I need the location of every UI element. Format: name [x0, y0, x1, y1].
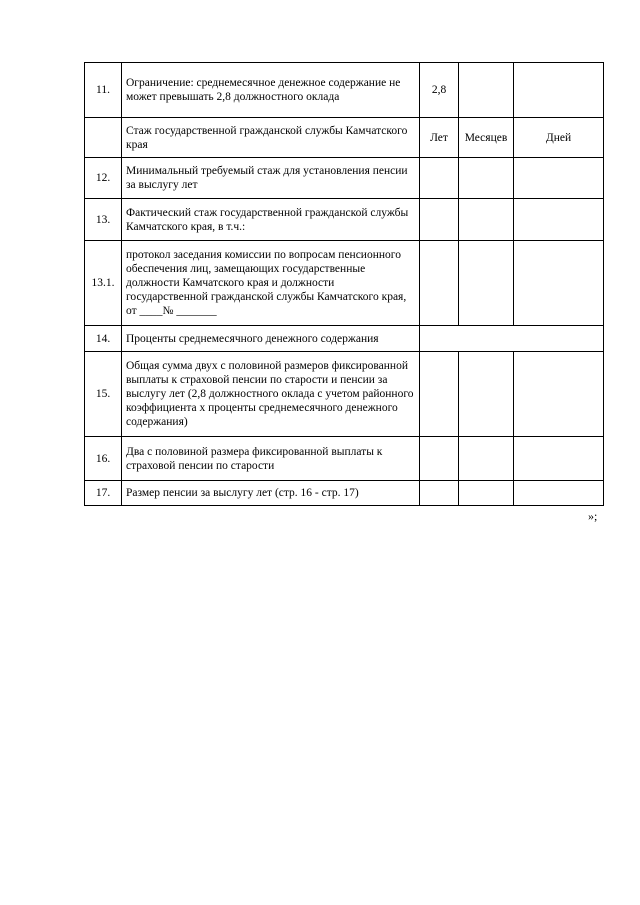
table-row [85, 241, 604, 326]
row-description: Два с половиной размера фиксированной выплаты к страховой пенсии по старости [122, 437, 420, 481]
pension-calculation-table [84, 62, 604, 506]
row-description: Минимальный требуемый стаж для установления пенсии за выслугу лет [122, 158, 420, 199]
row-number [85, 118, 122, 158]
row-value-cell [420, 481, 459, 506]
row-value-cell [420, 158, 459, 199]
row-number: 13. [85, 199, 122, 241]
row-value-cell [514, 241, 604, 326]
column-header-days: Дней [514, 118, 604, 158]
row-value-cell [514, 158, 604, 199]
row-value-cell [459, 437, 514, 481]
table-row [85, 326, 604, 352]
closing-quote-mark: »; [588, 509, 598, 523]
row-value-cell [420, 199, 459, 241]
row-value-cell [514, 437, 604, 481]
row-value-cell [459, 352, 514, 437]
table-row [85, 158, 604, 199]
row-number: 15. [85, 352, 122, 437]
table-row [85, 481, 604, 506]
row-number: 17. [85, 481, 122, 506]
row-value-cell [514, 63, 604, 118]
table-row [85, 437, 604, 481]
row-value-cell [514, 481, 604, 506]
column-header-years: Лет [420, 118, 459, 158]
row-value-cell [459, 481, 514, 506]
row-number: 14. [85, 326, 122, 352]
table-row [85, 63, 604, 118]
row-description: Фактический стаж государственной гражданской службы Камчатского края, в т.ч.: [122, 199, 420, 241]
row-number: 11. [85, 63, 122, 118]
table-row [85, 352, 604, 437]
row-value-cell [420, 437, 459, 481]
row-value-cell [514, 199, 604, 241]
row-number: 12. [85, 158, 122, 199]
row-description: Общая сумма двух с половиной размеров фиксированной выплаты к страховой пенсии по старости и пенсии за выслугу лет (2,8 должностного оклада с учетом районного коэффициента х проценты среднемесячного денежного содержания) [122, 352, 420, 437]
row-description: Проценты среднемесячного денежного содержания [122, 326, 420, 352]
row-number: 16. [85, 437, 122, 481]
table-row [85, 118, 604, 158]
row-description: Стаж государственной гражданской службы Камчатского края [122, 118, 420, 158]
row-description: Размер пенсии за выслугу лет (стр. 16 - стр. 17) [122, 481, 420, 506]
row-merged-value-cell [420, 326, 604, 352]
table-row [85, 199, 604, 241]
row-value-cell: 2,8 [420, 63, 459, 118]
row-value-cell [459, 199, 514, 241]
row-value-cell [420, 241, 459, 326]
row-value-cell [514, 352, 604, 437]
column-header-months: Месяцев [459, 118, 514, 158]
row-value-cell [459, 63, 514, 118]
row-number: 13.1. [85, 241, 122, 326]
row-description: протокол заседания комиссии по вопросам пенсионного обеспечения лиц, замещающих государственные должности Камчатского края и должности государственной гражданской службы Камчатского края, от ____№ _______ [122, 241, 420, 326]
row-value-cell [459, 241, 514, 326]
row-description: Ограничение: среднемесячное денежное содержание не может превышать 2,8 должностного оклада [122, 63, 420, 118]
row-value-cell [459, 158, 514, 199]
row-value-cell [420, 352, 459, 437]
